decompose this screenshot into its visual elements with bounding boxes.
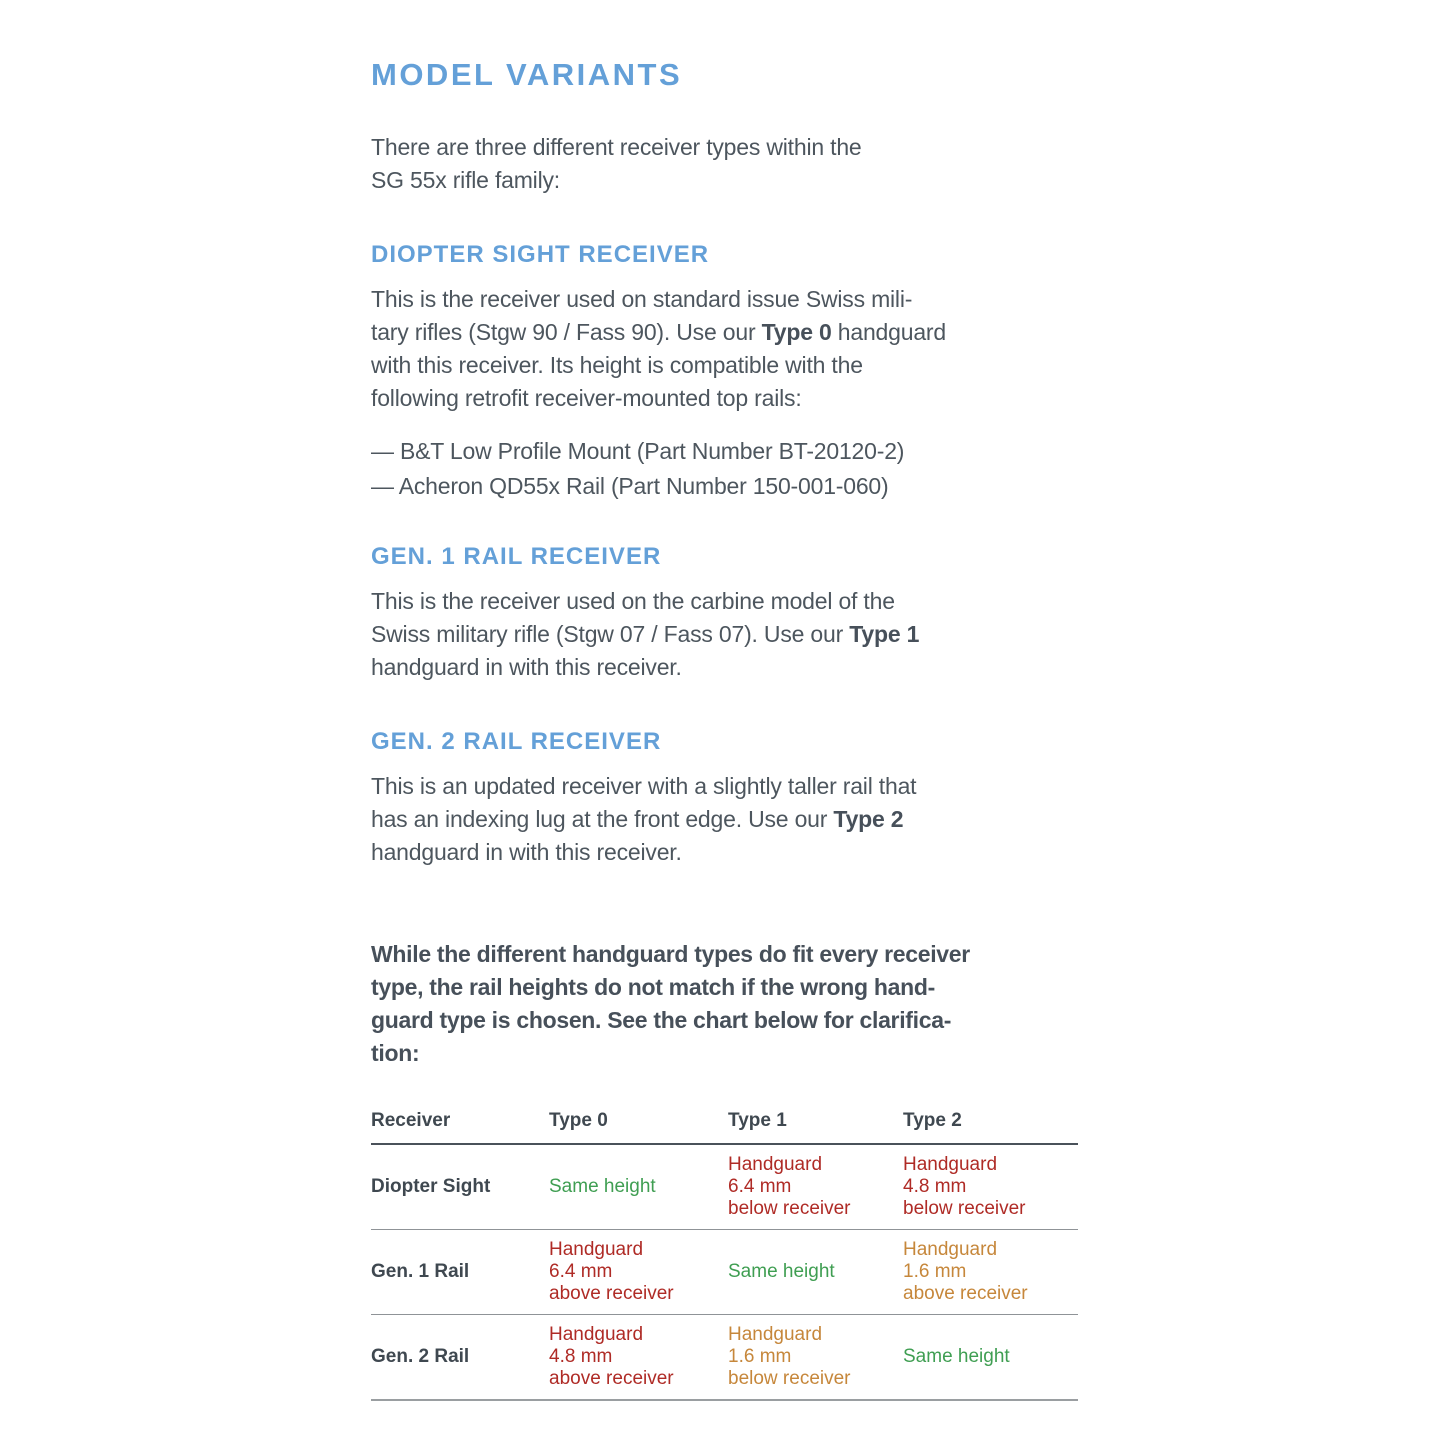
cell-line: 1.6 mm (903, 1261, 967, 1282)
table-row (371, 1315, 1078, 1401)
text-line: While the different handguard types do fit every receiver (371, 941, 970, 967)
cell-line: Handguard (549, 1324, 644, 1345)
column-header-type2: Type 2 (903, 1110, 1078, 1144)
heading-diopter-sight-receiver: DIOPTER SIGHT RECEIVER (371, 241, 710, 268)
text-line: This is an updated receiver with a slightly taller rail that (371, 773, 917, 799)
table-header-row (371, 1110, 1078, 1144)
text-line: handguard (831, 319, 946, 345)
cell-line: Handguard (728, 1154, 823, 1175)
text-line: following retrofit receiver-mounted top rails: (371, 385, 802, 411)
cell-line: below receiver (728, 1368, 851, 1389)
cell-line: above receiver (549, 1283, 674, 1304)
text-line: Swiss military rifle (Stgw 07 / Fass 07). Use our (371, 621, 850, 647)
cell-line: 4.8 mm (903, 1176, 967, 1197)
text-line: This is the receiver used on standard issue Swiss mili- (371, 286, 913, 312)
rail-options-list (371, 434, 1078, 504)
intro-paragraph (371, 131, 1078, 197)
handguard-warning-paragraph (371, 938, 1078, 1070)
cell-line: 6.4 mm (728, 1176, 792, 1197)
text-line: handguard in with this receiver. (371, 839, 682, 865)
cell-diopter-type2 (903, 1144, 1078, 1230)
gen1-paragraph (371, 585, 1078, 684)
heading-gen1-rail-receiver: GEN. 1 RAIL RECEIVER (371, 543, 662, 570)
text-line: tary rifles (Stgw 90 / Fass 90). Use our (371, 319, 762, 345)
row-label-gen2-rail: Gen. 2 Rail (371, 1315, 549, 1401)
heading-gen2-rail-receiver: GEN. 2 RAIL RECEIVER (371, 728, 662, 755)
type2-bold: Type 2 (833, 806, 904, 832)
text-line: type, the rail heights do not match if the wrong hand- (371, 974, 935, 1000)
text-line: This is the receiver used on the carbine model of the (371, 588, 895, 614)
cell-gen1-type0 (549, 1230, 728, 1315)
cell-line: 1.6 mm (728, 1346, 792, 1367)
cell-line: above receiver (549, 1368, 674, 1389)
type1-bold: Type 1 (849, 621, 920, 647)
document-page (371, 0, 1078, 1401)
page-title: MODEL VARIANTS (371, 57, 683, 92)
gen2-paragraph (371, 770, 1078, 869)
cell-line: above receiver (903, 1283, 1028, 1304)
text-line: guard type is chosen. See the chart below for clarifica- (371, 1007, 952, 1033)
cell-line: Handguard (549, 1239, 644, 1260)
table-row (371, 1230, 1078, 1315)
table-row (371, 1144, 1078, 1230)
cell-gen2-type2: Same height (903, 1315, 1078, 1401)
cell-gen1-type2 (903, 1230, 1078, 1315)
type0-bold: Type 0 (761, 319, 832, 345)
cell-line: Handguard (728, 1324, 823, 1345)
cell-line: below receiver (728, 1198, 851, 1219)
cell-line: 6.4 mm (549, 1261, 613, 1282)
cell-line: below receiver (903, 1198, 1026, 1219)
cell-gen2-type1 (728, 1315, 903, 1401)
cell-gen1-type1: Same height (728, 1230, 903, 1315)
text-line: handguard in with this receiver. (371, 654, 682, 680)
intro-line-2: SG 55x rifle family: (371, 167, 560, 193)
row-label-gen1-rail: Gen. 1 Rail (371, 1230, 549, 1315)
cell-gen2-type0 (549, 1315, 728, 1401)
cell-diopter-type0: Same height (549, 1144, 728, 1230)
cell-line: Handguard (903, 1239, 998, 1260)
cell-line: 4.8 mm (549, 1346, 613, 1367)
row-label-diopter-sight: Diopter Sight (371, 1144, 549, 1230)
column-header-receiver: Receiver (371, 1110, 549, 1144)
cell-diopter-type1 (728, 1144, 903, 1230)
list-item: — Acheron QD55x Rail (Part Number 150-001-060) (371, 473, 889, 499)
text-line: tion: (371, 1040, 420, 1066)
list-item: — B&T Low Profile Mount (Part Number BT-20120-2) (371, 438, 905, 464)
diopter-paragraph (371, 283, 1078, 415)
handguard-compatibility-table (371, 1110, 1078, 1401)
text-line: with this receiver. Its height is compatible with the (371, 352, 863, 378)
intro-line-1: There are three different receiver types within the (371, 134, 862, 160)
column-header-type0: Type 0 (549, 1110, 728, 1144)
cell-line: Handguard (903, 1154, 998, 1175)
text-line: has an indexing lug at the front edge. Use our (371, 806, 834, 832)
column-header-type1: Type 1 (728, 1110, 903, 1144)
